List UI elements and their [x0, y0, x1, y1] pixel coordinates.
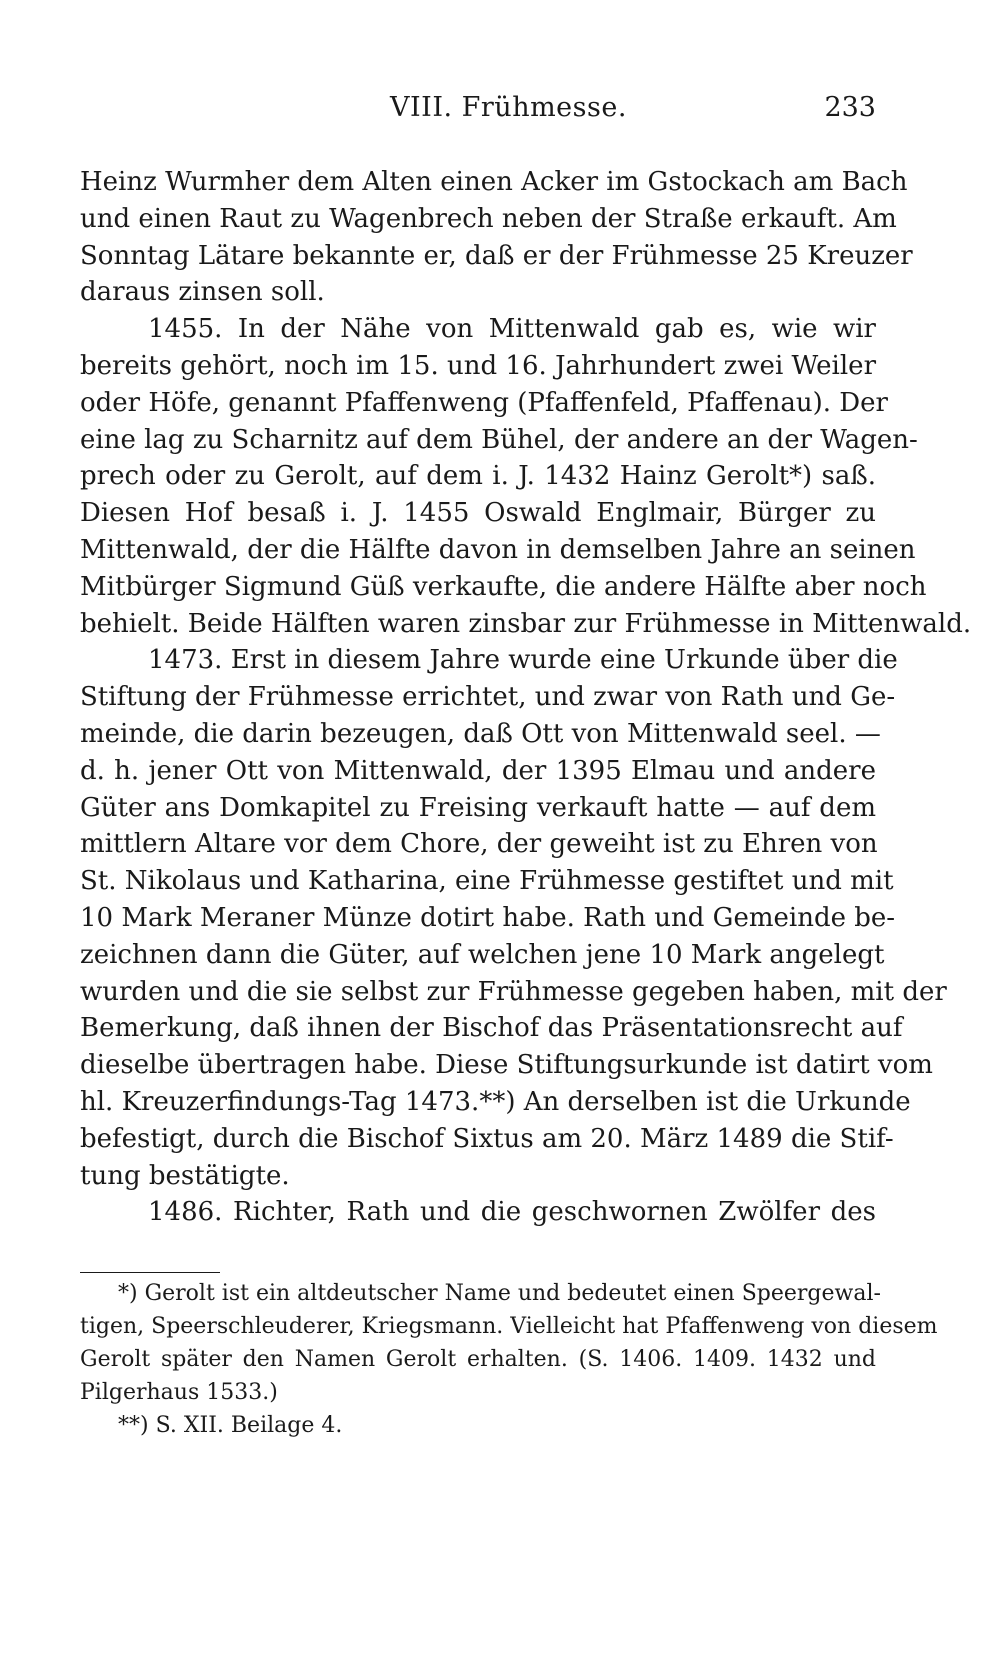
body-line: behielt. Beide Hälften waren zinsbar zur Frühmesse in Mittenwald.: [80, 608, 972, 639]
body-line: meinde, die darin bezeugen, daß Ott von Mittenwald seel. —: [80, 718, 881, 749]
body-line: tung bestätigte.: [80, 1160, 290, 1191]
body-line: Bemerkung, daß ihnen der Bischof das Präsentationsrecht auf: [80, 1013, 903, 1044]
body-line: 1473. Erst in diesem Jahre wurde eine Urkunde über die: [148, 645, 898, 676]
body-line: 1486. Richter, Rath und die geschwornen Zwölfer des: [148, 1197, 876, 1228]
body-line: und einen Raut zu Wagenbrech neben der Straße erkauft. Am: [80, 203, 897, 234]
body-line: wurden und die sie selbst zur Frühmesse gegeben haben, mit der: [80, 976, 947, 1007]
body-line: Diesen Hof besaß i. J. 1455 Oswald Englmair, Bürger zu: [80, 498, 876, 529]
footnote-line: tigen, Speerschleuderer, Kriegsmann. Vielleicht hat Pfaffenweng von diesem: [80, 1314, 938, 1339]
body-line: Sonntag Lätare bekannte er, daß er der Frühmesse 25 Kreuzer: [80, 240, 913, 271]
body-line: prech oder zu Gerolt, auf dem i. J. 1432 Hainz Gerolt*) saß.: [80, 461, 876, 492]
footnote-line: Gerolt später den Namen Gerolt erhalten. (S. 1406. 1409. 1432 und: [80, 1347, 876, 1372]
body-line: eine lag zu Scharnitz auf dem Bühel, der andere an der Wagen-: [80, 424, 918, 455]
body-line: Heinz Wurmher dem Alten einen Acker im Gstockach am Bach: [80, 167, 908, 197]
body-line: St. Nikolaus und Katharina, eine Frühmesse gestiftet und mit: [80, 866, 894, 897]
body-line: befestigt, durch die Bischof Sixtus am 20. März 1489 die Stif-: [80, 1123, 894, 1154]
page-number: 233: [824, 92, 876, 123]
body-line: zeichnen dann die Güter, auf welchen jene 10 Mark angelegt: [80, 939, 885, 970]
body-line: oder Höfe, genannt Pfaffenweng (Pfaffenfeld, Pfaffenau). Der: [80, 387, 888, 418]
body-line: dieselbe übertragen habe. Diese Stiftungsurkunde ist datirt vom: [80, 1050, 933, 1081]
footnote-line: **) S. XII. Beilage 4.: [118, 1413, 343, 1438]
body-line: mittlern Altare vor dem Chore, der geweiht ist zu Ehren von: [80, 829, 878, 860]
footnote-line: *) Gerolt ist ein altdeutscher Name und bedeutet einen Speergewal-: [118, 1281, 881, 1306]
body-line: Stiftung der Frühmesse errichtet, und zwar von Rath und Ge-: [80, 682, 896, 713]
body-line: Güter ans Domkapitel zu Freising verkauft hatte — auf dem: [80, 792, 876, 823]
body-line: d. h. jener Ott von Mittenwald, der 1395 Elmau und andere: [80, 755, 876, 786]
footnote-divider: [80, 1272, 220, 1273]
footnote-line: Pilgerhaus 1533.): [80, 1380, 278, 1405]
body-line: 1455. In der Nähe von Mittenwald gab es, wie wir: [148, 314, 876, 345]
body-line: Mittenwald, der die Hälfte davon in demselben Jahre an seinen: [80, 534, 916, 565]
footnotes: [80, 1277, 938, 1442]
body-text: [80, 164, 972, 1231]
body-line: bereits gehört, noch im 15. und 16. Jahrhundert zwei Weiler: [80, 350, 876, 381]
running-head: VIII. Frühmesse.: [390, 92, 627, 123]
body-line: 10 Mark Meraner Münze dotirt habe. Rath und Gemeinde be-: [80, 902, 896, 933]
body-line: daraus zinsen soll.: [80, 277, 325, 308]
body-line: hl. Kreuzerfindungs-Tag 1473.**) An derselben ist die Urkunde: [80, 1086, 911, 1117]
body-line: Mitbürger Sigmund Güß verkaufte, die andere Hälfte aber noch: [80, 571, 927, 602]
